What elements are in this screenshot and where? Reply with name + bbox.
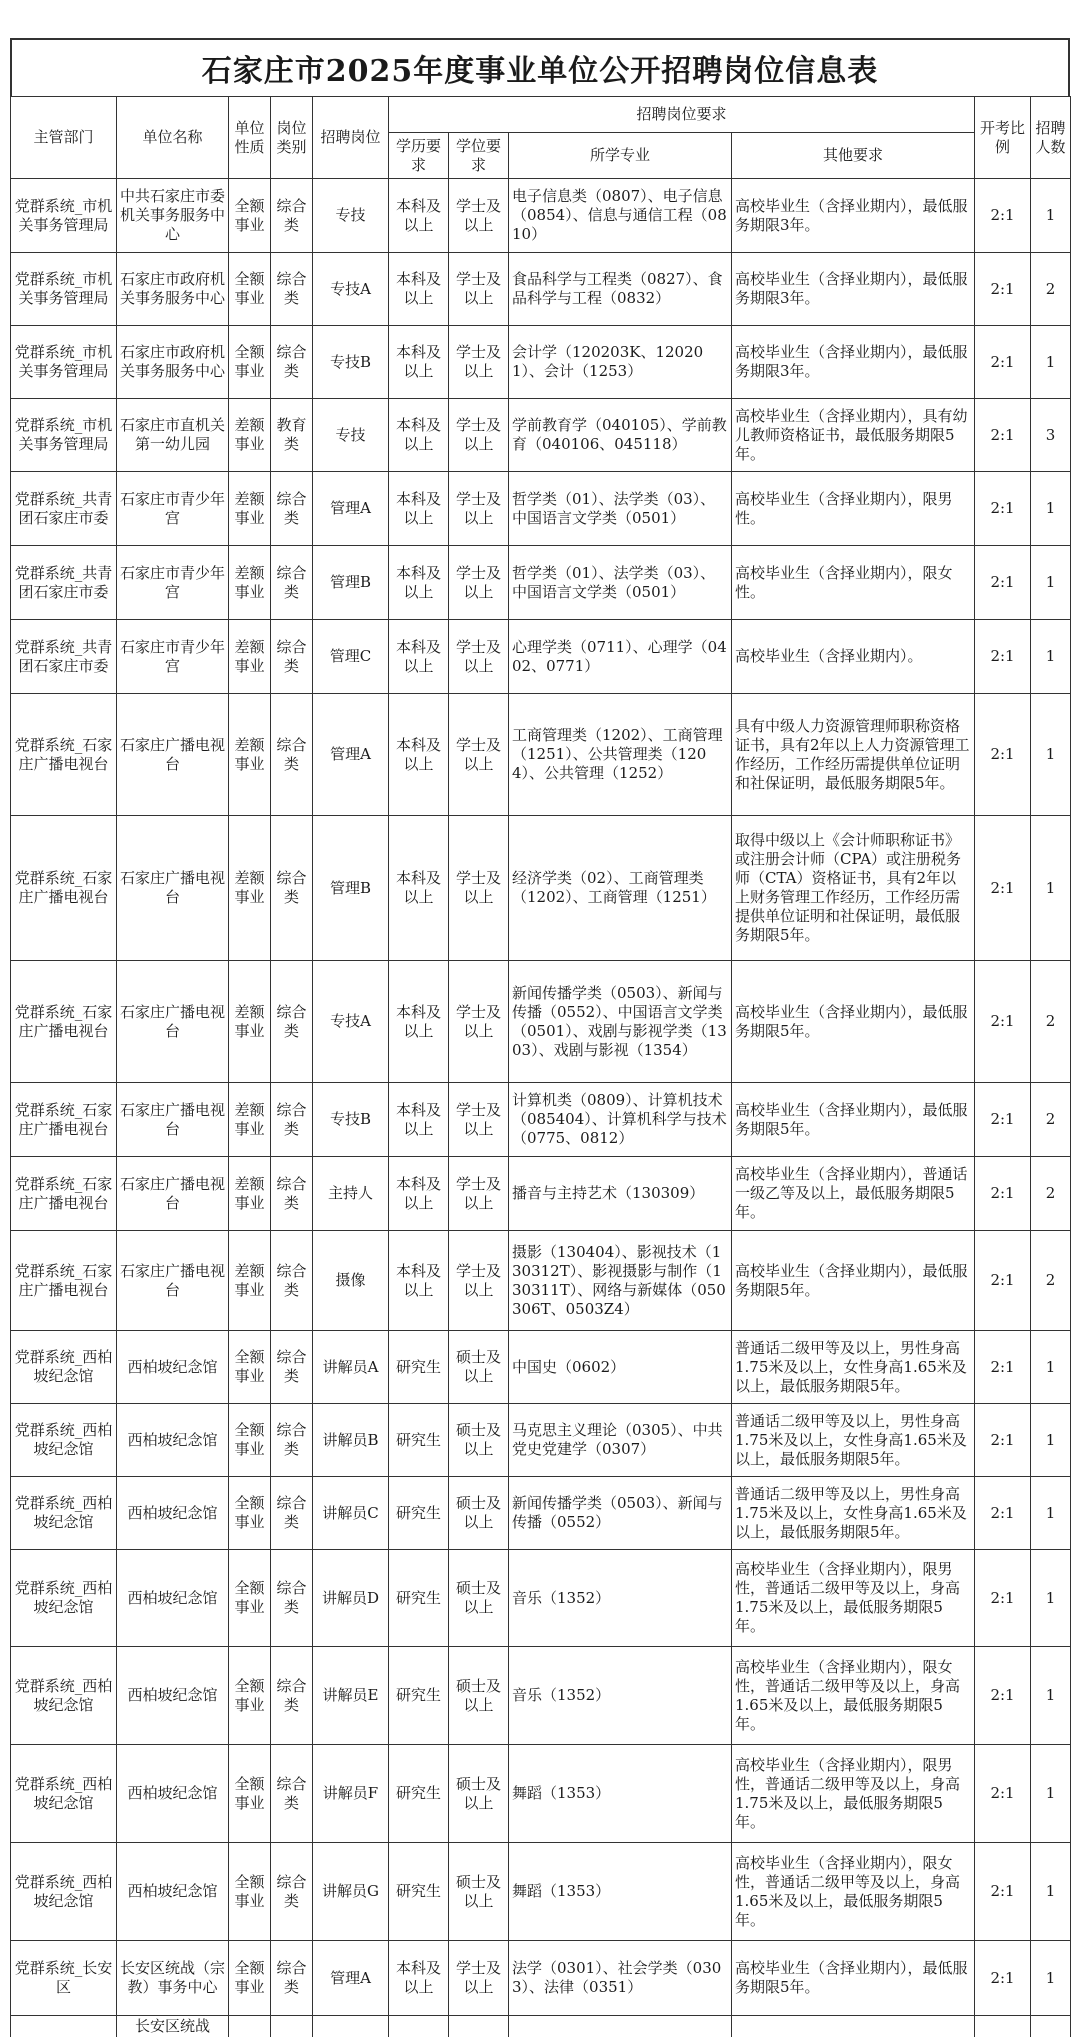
cell-unit: 石家庄广播电视台: [117, 816, 229, 961]
cell-other: 高校毕业生（含择业期内），限女性。: [732, 546, 975, 620]
table-row: [11, 326, 1071, 399]
recruitment-sheet: [10, 38, 1070, 2038]
cell-dept: 党群系统_石家庄广播电视台: [11, 694, 117, 816]
cell-nature: 差额事业: [229, 620, 271, 694]
header-ratio: 开考比例: [975, 97, 1031, 179]
cell-dept: 党群系统_石家庄广播电视台: [11, 1231, 117, 1331]
cell-education: 本科及以上: [389, 961, 449, 1083]
cell-dept: 党群系统_西柏坡纪念馆: [11, 1843, 117, 1941]
cell-education: 本科及以上: [389, 253, 449, 326]
cell-unit: 西柏坡纪念馆: [117, 1404, 229, 1477]
header-other: 其他要求: [732, 133, 975, 179]
cell-nature: 差额事业: [229, 546, 271, 620]
table-row: [11, 472, 1071, 546]
cell-dept: 党群系统_市机关事务管理局: [11, 326, 117, 399]
cell-category: 综合类: [271, 1083, 313, 1157]
cell-ratio: 2:1: [975, 1941, 1031, 2016]
cell-degree: 硕士及以上: [449, 1331, 509, 1404]
header-major: 所学专业: [509, 133, 732, 179]
header-education: 学历要求: [389, 133, 449, 179]
cell-post: 讲解员E: [313, 1647, 389, 1745]
cell-count: 2: [1031, 1157, 1071, 1231]
cell-dept: 党群系统_共青团石家庄市委: [11, 472, 117, 546]
cell-dept: 党群系统_市机关事务管理局: [11, 179, 117, 253]
cell-post: [313, 2016, 389, 2038]
table-row: [11, 399, 1071, 472]
cell-count: 2: [1031, 1231, 1071, 1331]
cell-ratio: 2:1: [975, 961, 1031, 1083]
cell-count: 1: [1031, 1331, 1071, 1404]
cell-category: 综合类: [271, 326, 313, 399]
cell-category: 综合类: [271, 1231, 313, 1331]
cell-category: 教育类: [271, 399, 313, 472]
cell-major: 电子信息类（0807）、电子信息（0854）、信息与通信工程（0810）: [509, 179, 732, 253]
cell-other: 高校毕业生（含择业期内），限男性。: [732, 472, 975, 546]
cell-education: 研究生: [389, 1404, 449, 1477]
cell-count: 1: [1031, 694, 1071, 816]
cell-other: 高校毕业生（含择业期内），最低服务期限3年。: [732, 253, 975, 326]
cell-category: 综合类: [271, 1550, 313, 1647]
cell-other: 高校毕业生（含择业期内），最低服务期限5年。: [732, 1941, 975, 2016]
cell-major: 哲学类（01）、法学类（03）、中国语言文学类（0501）: [509, 546, 732, 620]
cell-dept: 党群系统_石家庄广播电视台: [11, 1157, 117, 1231]
cell-ratio: [975, 2016, 1031, 2038]
cell-ratio: 2:1: [975, 1157, 1031, 1231]
cell-unit: 西柏坡纪念馆: [117, 1331, 229, 1404]
header-nature: 单位性质: [229, 97, 271, 179]
cell-other: 普通话二级甲等及以上，男性身高1.75米及以上，女性身高1.65米及以上，最低服务期限5年。: [732, 1331, 975, 1404]
cell-other: 高校毕业生（含择业期内），具有幼儿教师资格证书，最低服务期限5年。: [732, 399, 975, 472]
cell-post: 专技A: [313, 961, 389, 1083]
table-row: [11, 2016, 1071, 2038]
cell-unit: 石家庄市政府机关事务服务中心: [117, 253, 229, 326]
cell-count: 1: [1031, 546, 1071, 620]
cell-count: 2: [1031, 1083, 1071, 1157]
cell-nature: 差额事业: [229, 694, 271, 816]
cell-count: 2: [1031, 253, 1071, 326]
cell-other: 普通话二级甲等及以上，男性身高1.75米及以上，女性身高1.65米及以上，最低服务期限5年。: [732, 1477, 975, 1550]
cell-major: 新闻传播学类（0503）、新闻与传播（0552）、中国语言文学类（0501）、戏剧与影视学类（1303）、戏剧与影视（1354）: [509, 961, 732, 1083]
cell-education: 研究生: [389, 1477, 449, 1550]
cell-ratio: 2:1: [975, 546, 1031, 620]
cell-post: 专技A: [313, 253, 389, 326]
cell-nature: 全额事业: [229, 1647, 271, 1745]
cell-nature: 差额事业: [229, 1157, 271, 1231]
cell-dept: 党群系统_石家庄广播电视台: [11, 961, 117, 1083]
cell-post: 专技: [313, 399, 389, 472]
cell-nature: 差额事业: [229, 472, 271, 546]
cell-degree: 学士及以上: [449, 816, 509, 961]
header-count: 招聘人数: [1031, 97, 1071, 179]
table-row: [11, 1157, 1071, 1231]
cell-nature: 全额事业: [229, 1550, 271, 1647]
cell-unit: 石家庄广播电视台: [117, 1157, 229, 1231]
cell-other: 高校毕业生（含择业期内），限男性，普通话二级甲等及以上，身高1.75米及以上，最低服务期限5年。: [732, 1550, 975, 1647]
cell-category: 综合类: [271, 1331, 313, 1404]
table-row: [11, 1231, 1071, 1331]
cell-dept: 党群系统_石家庄广播电视台: [11, 816, 117, 961]
cell-category: 综合类: [271, 1745, 313, 1843]
cell-degree: 学士及以上: [449, 620, 509, 694]
cell-category: 综合类: [271, 253, 313, 326]
cell-unit: 石家庄广播电视台: [117, 1083, 229, 1157]
cell-count: 1: [1031, 816, 1071, 961]
cell-unit: 中共石家庄市委机关事务服务中心: [117, 179, 229, 253]
cell-dept: 党群系统_长安区: [11, 1941, 117, 2016]
cell-category: 综合类: [271, 816, 313, 961]
cell-education: 本科及以上: [389, 179, 449, 253]
cell-dept: [11, 2016, 117, 2038]
cell-major: 食品科学与工程类（0827）、食品科学与工程（0832）: [509, 253, 732, 326]
table-row: [11, 1843, 1071, 1941]
table-row: [11, 816, 1071, 961]
cell-unit: 西柏坡纪念馆: [117, 1843, 229, 1941]
cell-post: 管理B: [313, 546, 389, 620]
cell-other: 普通话二级甲等及以上，男性身高1.75米及以上，女性身高1.65米及以上，最低服务期限5年。: [732, 1404, 975, 1477]
cell-degree: 学士及以上: [449, 1157, 509, 1231]
cell-unit: 石家庄市青少年宫: [117, 620, 229, 694]
cell-degree: 学士及以上: [449, 326, 509, 399]
cell-dept: 党群系统_石家庄广播电视台: [11, 1083, 117, 1157]
cell-post: 摄像: [313, 1231, 389, 1331]
table-row: [11, 961, 1071, 1083]
cell-unit: 石家庄市政府机关事务服务中心: [117, 326, 229, 399]
cell-major: 计算机类（0809）、计算机技术（085404）、计算机科学与技术（0775、0812）: [509, 1083, 732, 1157]
cell-post: 讲解员G: [313, 1843, 389, 1941]
cell-ratio: 2:1: [975, 399, 1031, 472]
cell-ratio: 2:1: [975, 1477, 1031, 1550]
cell-education: 本科及以上: [389, 620, 449, 694]
cell-post: 讲解员D: [313, 1550, 389, 1647]
cell-education: 本科及以上: [389, 1941, 449, 2016]
cell-nature: 全额事业: [229, 179, 271, 253]
cell-ratio: 2:1: [975, 1843, 1031, 1941]
cell-category: 综合类: [271, 1157, 313, 1231]
cell-education: 本科及以上: [389, 399, 449, 472]
cell-major: 播音与主持艺术（130309）: [509, 1157, 732, 1231]
cell-degree: 学士及以上: [449, 694, 509, 816]
cell-degree: 硕士及以上: [449, 1843, 509, 1941]
cell-unit: 石家庄市青少年宫: [117, 546, 229, 620]
cell-category: 综合类: [271, 546, 313, 620]
header-requirements: 招聘岗位要求: [389, 97, 975, 133]
cell-other: 高校毕业生（含择业期内）。: [732, 620, 975, 694]
cell-other: 高校毕业生（含择业期内），限男性，普通话二级甲等及以上，身高1.75米及以上，最低服务期限5年。: [732, 1745, 975, 1843]
cell-nature: 差额事业: [229, 1231, 271, 1331]
cell-other: 高校毕业生（含择业期内），普通话一级乙等及以上，最低服务期限5年。: [732, 1157, 975, 1231]
cell-dept: 党群系统_西柏坡纪念馆: [11, 1404, 117, 1477]
cell-major: 马克思主义理论（0305）、中共党史党建学（0307）: [509, 1404, 732, 1477]
table-row: [11, 1550, 1071, 1647]
table-row: [11, 1331, 1071, 1404]
cell-post: 专技B: [313, 326, 389, 399]
header-unit: 单位名称: [117, 97, 229, 179]
cell-unit: 石家庄广播电视台: [117, 694, 229, 816]
cell-unit: 西柏坡纪念馆: [117, 1550, 229, 1647]
cell-education: [389, 2016, 449, 2038]
cell-count: 1: [1031, 1941, 1071, 2016]
cell-major: 哲学类（01）、法学类（03）、中国语言文学类（0501）: [509, 472, 732, 546]
cell-degree: 学士及以上: [449, 1941, 509, 2016]
cell-ratio: 2:1: [975, 1550, 1031, 1647]
cell-nature: 全额事业: [229, 253, 271, 326]
cell-degree: 学士及以上: [449, 961, 509, 1083]
cell-unit: 长安区统战（宗教）事务中心: [117, 1941, 229, 2016]
cell-unit: 西柏坡纪念馆: [117, 1477, 229, 1550]
cell-major: 音乐（1352）: [509, 1647, 732, 1745]
cell-education: 研究生: [389, 1843, 449, 1941]
cell-ratio: 2:1: [975, 816, 1031, 961]
cell-count: 1: [1031, 1843, 1071, 1941]
cell-category: 综合类: [271, 1941, 313, 2016]
cell-dept: 党群系统_共青团石家庄市委: [11, 620, 117, 694]
cell-ratio: 2:1: [975, 326, 1031, 399]
cell-nature: 全额事业: [229, 326, 271, 399]
cell-count: [1031, 2016, 1071, 2038]
cell-post: 专技B: [313, 1083, 389, 1157]
header-category: 岗位类别: [271, 97, 313, 179]
table-row: [11, 1083, 1071, 1157]
cell-count: 1: [1031, 326, 1071, 399]
cell-degree: 学士及以上: [449, 399, 509, 472]
cell-other: 高校毕业生（含择业期内），最低服务期限5年。: [732, 1083, 975, 1157]
cell-count: 1: [1031, 179, 1071, 253]
cell-post: 管理C: [313, 620, 389, 694]
cell-count: 1: [1031, 620, 1071, 694]
cell-post: 管理A: [313, 472, 389, 546]
cell-degree: 硕士及以上: [449, 1550, 509, 1647]
cell-category: 综合类: [271, 620, 313, 694]
cell-education: 研究生: [389, 1745, 449, 1843]
cell-major: 学前教育学（040105）、学前教育（040106、045118）: [509, 399, 732, 472]
cell-nature: 差额事业: [229, 1083, 271, 1157]
cell-other: 高校毕业生（含择业期内），最低服务期限5年。: [732, 961, 975, 1083]
cell-education: 本科及以上: [389, 816, 449, 961]
cell-degree: 学士及以上: [449, 472, 509, 546]
cell-nature: 差额事业: [229, 816, 271, 961]
cell-dept: 党群系统_西柏坡纪念馆: [11, 1331, 117, 1404]
table-row: [11, 253, 1071, 326]
cell-major: 工商管理类（1202）、工商管理（1251）、公共管理类（1204）、公共管理（1252）: [509, 694, 732, 816]
cell-degree: [449, 2016, 509, 2038]
cell-other: 具有中级人力资源管理师职称资格证书，具有2年以上人力资源管理工作经历，工作经历需提供单位证明和社保证明，最低服务期限5年。: [732, 694, 975, 816]
cell-dept: 党群系统_西柏坡纪念馆: [11, 1745, 117, 1843]
cell-major: 中国史（0602）: [509, 1331, 732, 1404]
cell-category: 综合类: [271, 1404, 313, 1477]
table-row: [11, 179, 1071, 253]
cell-other: 高校毕业生（含择业期内），限女性，普通话二级甲等及以上，身高1.65米及以上，最低服务期限5年。: [732, 1843, 975, 1941]
cell-ratio: 2:1: [975, 1647, 1031, 1745]
cell-degree: 学士及以上: [449, 546, 509, 620]
cell-major: 摄影（130404）、影视技术（130312T）、影视摄影与制作（130311T）、网络与新媒体（050306T、0503Z4）: [509, 1231, 732, 1331]
cell-count: 3: [1031, 399, 1071, 472]
cell-nature: 全额事业: [229, 1941, 271, 2016]
cell-education: 研究生: [389, 1647, 449, 1745]
cell-ratio: 2:1: [975, 1231, 1031, 1331]
cell-ratio: 2:1: [975, 620, 1031, 694]
cell-degree: 硕士及以上: [449, 1404, 509, 1477]
table-row: [11, 1941, 1071, 2016]
cell-major: 心理学类（0711）、心理学（0402、0771）: [509, 620, 732, 694]
table-row: [11, 1745, 1071, 1843]
cell-education: 研究生: [389, 1331, 449, 1404]
cell-other: 高校毕业生（含择业期内），限女性，普通话二级甲等及以上，身高1.65米及以上，最低服务期限5年。: [732, 1647, 975, 1745]
cell-major: 音乐（1352）: [509, 1550, 732, 1647]
cell-ratio: 2:1: [975, 472, 1031, 546]
table-row: [11, 546, 1071, 620]
cell-ratio: 2:1: [975, 1331, 1031, 1404]
cell-degree: 硕士及以上: [449, 1477, 509, 1550]
cell-nature: 全额事业: [229, 1843, 271, 1941]
cell-other: 高校毕业生（含择业期内），最低服务期限3年。: [732, 179, 975, 253]
cell-degree: 学士及以上: [449, 179, 509, 253]
cell-nature: 全额事业: [229, 1404, 271, 1477]
cell-category: 综合类: [271, 179, 313, 253]
table-row: [11, 620, 1071, 694]
cell-dept: 党群系统_共青团石家庄市委: [11, 546, 117, 620]
cell-other: 高校毕业生（含择业期内），最低服务期限5年。: [732, 1231, 975, 1331]
cell-major: 新闻传播学类（0503）、新闻与传播（0552）: [509, 1477, 732, 1550]
cell-post: 讲解员B: [313, 1404, 389, 1477]
cell-other: 取得中级以上《会计师职称证书》或注册会计师（CPA）或注册税务师（CTA）资格证书，具有2年以上财务管理工作经历，工作经历需提供单位证明和社保证明，最低服务期限5年。: [732, 816, 975, 961]
cell-category: 综合类: [271, 1647, 313, 1745]
table-row: [11, 1404, 1071, 1477]
cell-post: 管理A: [313, 694, 389, 816]
cell-unit: 石家庄广播电视台: [117, 1231, 229, 1331]
cell-major: 法学（0301）、社会学类（0303）、法律（0351）: [509, 1941, 732, 2016]
cell-education: 研究生: [389, 1550, 449, 1647]
cell-count: 1: [1031, 1477, 1071, 1550]
cell-dept: 党群系统_市机关事务管理局: [11, 399, 117, 472]
cell-ratio: 2:1: [975, 1404, 1031, 1477]
cell-dept: 党群系统_西柏坡纪念馆: [11, 1647, 117, 1745]
cell-education: 本科及以上: [389, 1231, 449, 1331]
cell-unit: 西柏坡纪念馆: [117, 1647, 229, 1745]
cell-unit: 石家庄广播电视台: [117, 961, 229, 1083]
header-dept: 主管部门: [11, 97, 117, 179]
cell-major: [509, 2016, 732, 2038]
cell-count: 1: [1031, 1404, 1071, 1477]
cell-major: 会计学（120203K、120201）、会计（1253）: [509, 326, 732, 399]
cell-education: 本科及以上: [389, 326, 449, 399]
cell-post: 管理A: [313, 1941, 389, 2016]
cell-ratio: 2:1: [975, 179, 1031, 253]
cell-category: 综合类: [271, 472, 313, 546]
cell-post: 管理B: [313, 816, 389, 961]
cell-education: 本科及以上: [389, 472, 449, 546]
header-degree: 学位要求: [449, 133, 509, 179]
table-row: [11, 694, 1071, 816]
cell-education: 本科及以上: [389, 1157, 449, 1231]
table-body: [11, 179, 1071, 2038]
cell-education: 本科及以上: [389, 546, 449, 620]
cell-nature: 全额事业: [229, 1745, 271, 1843]
cell-unit: 长安区统战: [117, 2016, 229, 2038]
cell-unit: 石家庄市青少年宫: [117, 472, 229, 546]
cell-ratio: 2:1: [975, 253, 1031, 326]
recruitment-table: [10, 96, 1071, 2037]
cell-nature: 差额事业: [229, 399, 271, 472]
cell-unit: 西柏坡纪念馆: [117, 1745, 229, 1843]
cell-post: 主持人: [313, 1157, 389, 1231]
cell-count: 1: [1031, 1745, 1071, 1843]
cell-other: 高校毕业生（含择业期内），最低服务期限3年。: [732, 326, 975, 399]
cell-major: 经济学类（02）、工商管理类（1202）、工商管理（1251）: [509, 816, 732, 961]
cell-post: 专技: [313, 179, 389, 253]
sheet-title: 石家庄市2025年度事业单位公开招聘岗位信息表: [10, 38, 1070, 96]
cell-category: 综合类: [271, 694, 313, 816]
cell-post: 讲解员F: [313, 1745, 389, 1843]
cell-count: 2: [1031, 961, 1071, 1083]
cell-degree: 硕士及以上: [449, 1647, 509, 1745]
cell-major: 舞蹈（1353）: [509, 1843, 732, 1941]
cell-nature: 全额事业: [229, 1477, 271, 1550]
table-row: [11, 1477, 1071, 1550]
cell-education: 本科及以上: [389, 1083, 449, 1157]
cell-unit: 石家庄市直机关第一幼儿园: [117, 399, 229, 472]
cell-education: 本科及以上: [389, 694, 449, 816]
cell-category: 综合类: [271, 961, 313, 1083]
cell-dept: 党群系统_西柏坡纪念馆: [11, 1477, 117, 1550]
cell-degree: 学士及以上: [449, 1083, 509, 1157]
header-post: 招聘岗位: [313, 97, 389, 179]
cell-degree: 学士及以上: [449, 253, 509, 326]
cell-major: 舞蹈（1353）: [509, 1745, 732, 1843]
cell-degree: 硕士及以上: [449, 1745, 509, 1843]
cell-ratio: 2:1: [975, 1083, 1031, 1157]
table-row: [11, 1647, 1071, 1745]
cell-count: 1: [1031, 1550, 1071, 1647]
cell-category: 综合类: [271, 1843, 313, 1941]
cell-ratio: 2:1: [975, 694, 1031, 816]
cell-count: 1: [1031, 472, 1071, 546]
cell-ratio: 2:1: [975, 1745, 1031, 1843]
cell-dept: 党群系统_西柏坡纪念馆: [11, 1550, 117, 1647]
cell-post: 讲解员A: [313, 1331, 389, 1404]
cell-count: 1: [1031, 1647, 1071, 1745]
cell-degree: 学士及以上: [449, 1231, 509, 1331]
cell-category: 综合类: [271, 1477, 313, 1550]
cell-nature: [229, 2016, 271, 2038]
cell-other: [732, 2016, 975, 2038]
cell-category: [271, 2016, 313, 2038]
cell-nature: 全额事业: [229, 1331, 271, 1404]
cell-nature: 差额事业: [229, 961, 271, 1083]
cell-dept: 党群系统_市机关事务管理局: [11, 253, 117, 326]
cell-post: 讲解员C: [313, 1477, 389, 1550]
